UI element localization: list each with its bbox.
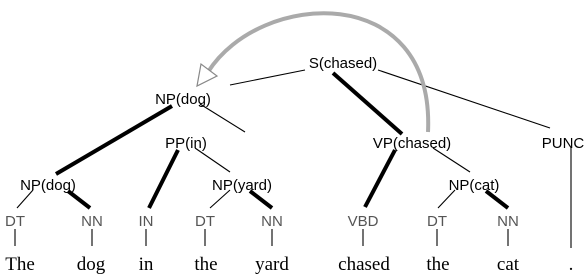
node-pp: PP(in): [165, 135, 207, 152]
pos-word-ticks: [15, 229, 508, 246]
word: cat: [496, 254, 520, 275]
word-row: [5, 254, 573, 275]
arrowhead-icon: [197, 64, 217, 86]
word: yard: [255, 254, 289, 275]
pos-tag: DT: [427, 213, 447, 230]
word: the: [426, 254, 450, 275]
pos-tag: IN: [138, 213, 154, 230]
node-np-cat: NP(cat): [448, 177, 500, 194]
pos-tag: NN: [261, 213, 283, 230]
node-np-yard: NP(yard): [211, 177, 273, 194]
word: .: [568, 254, 574, 275]
node-punc: PUNC: [541, 135, 585, 152]
node-s: S(chased): [308, 55, 378, 72]
node-np-top: NP(dog): [155, 91, 211, 108]
word: in: [138, 254, 154, 275]
phrase-labels: [20, 55, 584, 194]
node-np-dog: NP(dog): [20, 177, 76, 194]
pos-tag: NN: [81, 213, 103, 230]
edge-pp-in-head: [149, 150, 178, 208]
edge-s-vp-head: [333, 73, 402, 134]
pos-tag: DT: [5, 213, 25, 230]
word: the: [194, 254, 218, 275]
dependency-arc-curve: [208, 13, 428, 132]
word: The: [5, 254, 35, 275]
edge-np-pp: [200, 104, 245, 132]
edge-s-np: [230, 70, 305, 85]
pos-tag-row: [5, 213, 519, 230]
node-vp: VP(chased): [372, 135, 452, 152]
pos-tag: DT: [195, 213, 215, 230]
word: dog: [76, 254, 106, 275]
pos-tag: NN: [497, 213, 519, 230]
edge-np-np-dog-head: [56, 106, 172, 174]
edge-s-punc: [378, 70, 550, 128]
pos-tag: VBD: [347, 213, 379, 230]
edge-vp-vbd-head: [365, 150, 395, 207]
dependency-arc: [197, 13, 428, 132]
word: chased: [338, 254, 390, 275]
